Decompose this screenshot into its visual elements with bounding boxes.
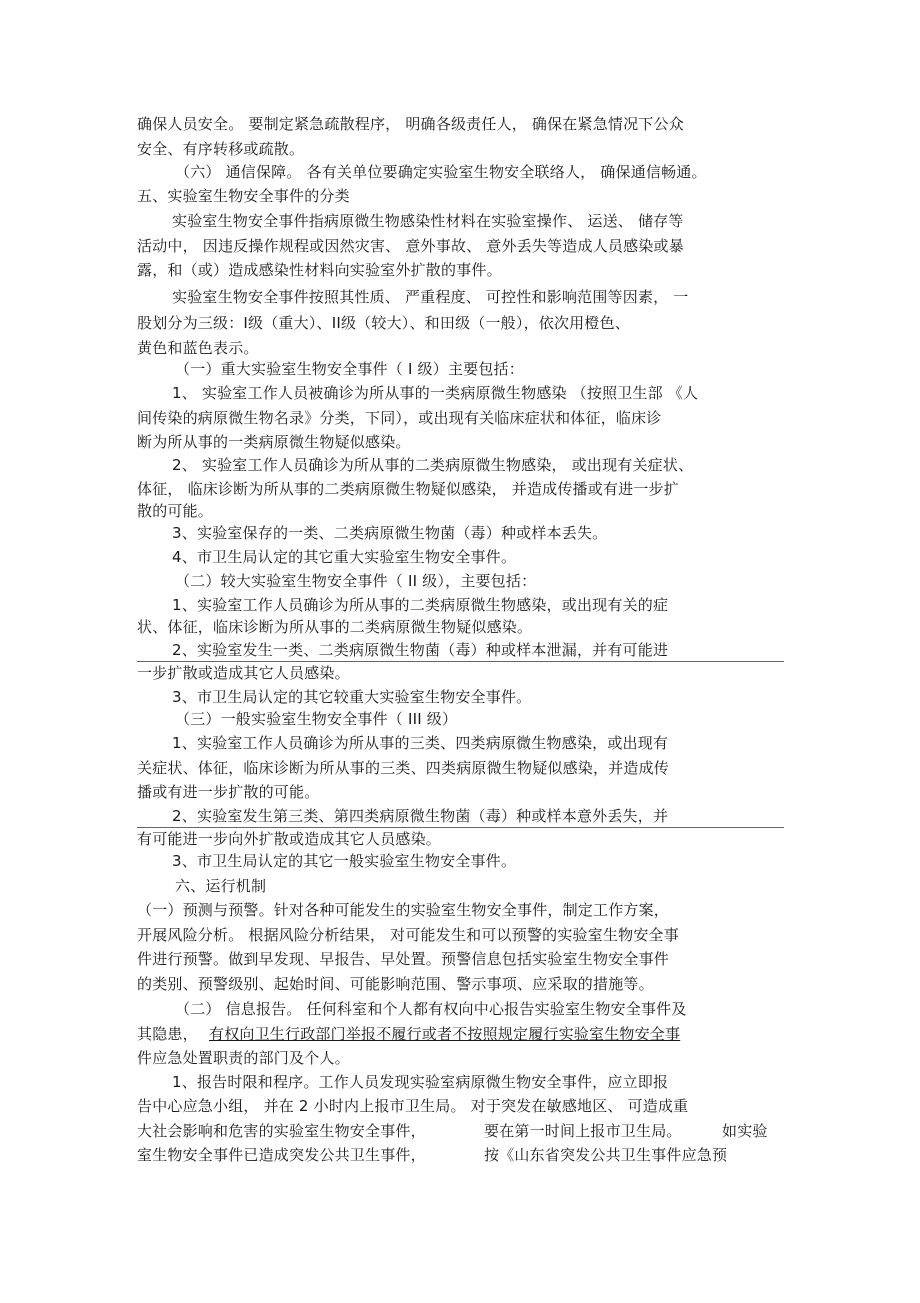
text-line: 如实验 (722, 1122, 768, 1140)
text-line: 实验室生物安全事件按照其性质、 严重程度、 可控性和影响范围等因素， 一 (172, 288, 689, 306)
text-line: 安全、有序转移或疏散。 (137, 140, 305, 158)
horizontal-rule (137, 661, 784, 662)
text-line: 关症状、体征，临床诊断为所从事的三类、四类病原微生物疑似感染，并造成传 (137, 759, 670, 777)
subsection-heading: （一）重大实验室生物安全事件（ I 级）主要包括： (175, 360, 524, 378)
text-line: 2、实验室发生第三类、第四类病原微生物菌（毒）种或样本意外丢失，并 (172, 807, 669, 825)
subsection-heading: （二）较大实验室生物安全事件（ II 级），主要包括： (175, 572, 537, 590)
text-line: 散的可能。 (137, 502, 214, 520)
text-line: 状、体征，临床诊断为所从事的二类病原微生物疑似感染。 (137, 618, 533, 636)
text-line: 1、实验室工作人员确诊为所从事的三类、四类病原微生物感染，或出现有 (172, 734, 669, 752)
text-line: 4、市卫生局认定的其它重大实验室生物安全事件。 (172, 548, 517, 566)
horizontal-rule (137, 827, 784, 828)
underlined-text: 有权向卫生行政部门举报不履行或者不按照规定履行实验室生物安全事 (209, 1025, 681, 1043)
text-line: 3、实验室保存的一类、二类病原微生物菌（毒）种或样本丢失。 (172, 524, 608, 542)
text-line: 实验室生物安全事件指病原微生物感染性材料在实验室操作、 运送、 储存等 (172, 212, 684, 230)
text-line: 播或有进一步扩散的可能。 (137, 783, 320, 801)
text-line: 件进行预警。做到早发现、早报告、早处置。预警信息包括实验室生物安全事件 (137, 950, 670, 968)
text-line: 黄色和蓝色表示。 (137, 339, 259, 357)
text-line: 体征， 临床诊断为所从事的二类病原微生物疑似感染， 并造成传播或有进一步扩 (137, 480, 679, 498)
text-line: 3、市卫生局认定的其它一般实验室生物安全事件。 (172, 852, 517, 870)
text-line: （六） 通信保障。 各有关单位要确定实验室生物安全联络人， 确保通信畅通。 (175, 163, 707, 181)
section-heading: 五、实验室生物安全事件的分类 (137, 187, 350, 205)
subsection-heading: （三）一般实验室生物安全事件（ III 级） (175, 710, 458, 728)
text-line: 开展风险分析。 根据风险分析结果， 对可能发生和可以预警的实验室生物安全事 (137, 926, 679, 944)
text-line: 2、实验室发生一类、二类病原微生物菌（毒）种或样本泄漏，并有可能进 (172, 641, 669, 659)
text-line: 3、市卫生局认定的其它较重大实验室生物安全事件。 (172, 688, 532, 706)
text-line: 断为所从事的一类病原微生物疑似感染。 (137, 433, 411, 451)
text-line: 1、报告时限和程序。工作人员发现实验室病原微生物安全事件，应立即报 (172, 1073, 669, 1091)
text-line: 其隐患， (137, 1025, 198, 1043)
text-line: 露，和（或）造成感染性材料向实验室外扩散的事件。 (137, 261, 502, 279)
text-line: 2、 实验室工作人员确诊为所从事的二类病原微生物感染， 或出现有关症状、 (172, 456, 694, 474)
text-line: 告中心应急小组， 并在 2 小时内上报市卫生局。 对于突发在敏感地区、 可造成重 (137, 1097, 689, 1115)
section-heading: 六、运行机制 (175, 877, 267, 895)
text-line: 确保人员安全。 要制定紧急疏散程序， 明确各级责任人， 确保在紧急情况下公众 (137, 115, 684, 133)
text-line: 1、 实验室工作人员被确诊为所从事的一类病原微生物感染 （按照卫生部 《人 (172, 384, 699, 402)
text-line: 有可能进一步向外扩散或造成其它人员感染。 (137, 830, 442, 848)
text-line: 按《山东省突发公共卫生事件应急预 (484, 1146, 728, 1164)
text-line: 大社会影响和危害的实验室生物安全事件， (137, 1122, 426, 1140)
text-line: 1、实验室工作人员确诊为所从事的二类病原微生物感染，或出现有关的症 (172, 596, 669, 614)
text-line: 件应急处置职责的部门及个人。 (137, 1049, 350, 1067)
text-line: 的类别、预警级别、起始时间、可能影响范围、警示事项、应采取的措施等。 (137, 975, 654, 993)
text-line: 活动中， 因违反操作规程或因然灾害、 意外事故、 意外丢失等造成人员感染或暴 (137, 237, 684, 255)
text-line: （二） 信息报告。 任何科室和个人都有权向中心报告实验室生物安全事件及 (175, 1000, 687, 1018)
text-line: 室生物安全事件已造成突发公共卫生事件， (137, 1146, 426, 1164)
text-line: 间传染的病原微生物名录》分类，下同），或出现有关临床症状和体征，临床诊 (137, 409, 662, 427)
text-line: 股划分为三级：I级（重大）、II级（较大）、和田级（一般），依次用橙色、 (137, 314, 630, 332)
text-line: 一步扩散或造成其它人员感染。 (137, 664, 350, 682)
text-line: （一）预测与预警。针对各种可能发生的实验室生物安全事件，制定工作方案， (137, 901, 670, 919)
text-line: 要在第一时间上报市卫生局。 (484, 1122, 682, 1140)
